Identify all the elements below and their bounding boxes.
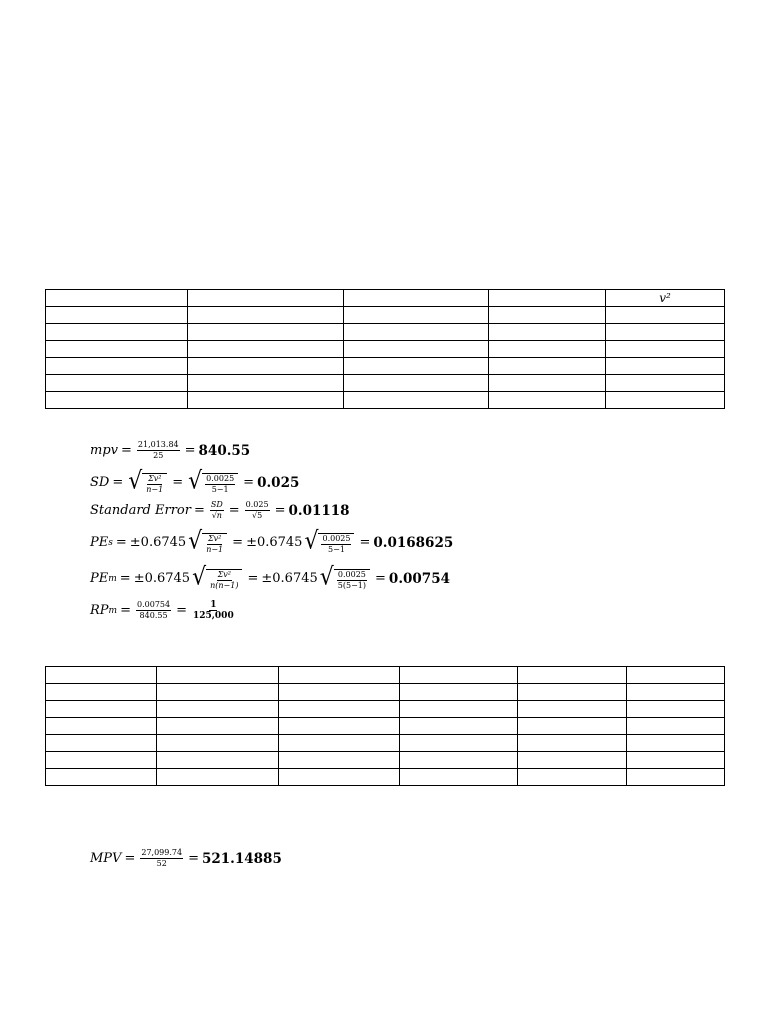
table-cell — [518, 752, 627, 769]
table-cell — [627, 735, 725, 752]
table-cell — [489, 358, 606, 375]
table-row — [46, 324, 725, 341]
table-cell — [46, 684, 157, 701]
table-cell — [157, 667, 279, 684]
table-cell — [489, 290, 606, 307]
table-cell — [606, 324, 725, 341]
eq-result: 840.55 — [198, 442, 251, 459]
measurement-table-1 — [45, 289, 725, 409]
table-cell — [489, 324, 606, 341]
table-cell — [344, 358, 489, 375]
table-cell — [157, 684, 279, 701]
table-cell — [279, 701, 400, 718]
table-cell — [344, 324, 489, 341]
table-cell — [279, 667, 400, 684]
table-row — [46, 307, 725, 324]
table-row — [46, 769, 725, 786]
table-cell — [188, 375, 344, 392]
equation-mpv: mpv = $\frac{21,013.84}{25}$ = 840.55 — [90, 440, 251, 460]
table-cell — [627, 701, 725, 718]
table-cell — [188, 392, 344, 409]
table-cell — [400, 667, 518, 684]
table-cell — [400, 735, 518, 752]
table-cell — [46, 392, 188, 409]
table-cell — [344, 375, 489, 392]
eq-lhs: mpv — [90, 443, 118, 458]
table-cell — [400, 752, 518, 769]
table-cell — [489, 341, 606, 358]
equation-pe-s: PE s = ±0.6745 √ $\frac{\text{Σv²}}{n-1}$ = ±0.6745 √ $\frac{0.0025}{5-1}$ = 0.0168625 — [90, 527, 454, 556]
table-cell — [46, 718, 157, 735]
table-cell — [400, 718, 518, 735]
table-cell — [489, 375, 606, 392]
table-row — [46, 358, 725, 375]
table-cell — [606, 375, 725, 392]
table-cell — [627, 684, 725, 701]
equation-pe-m: PE m = ±0.6745 √ $\frac{\text{Σv²}}{n(n-1)}$ = ±0.6745 √ $\frac{0.0025}{5(5-1)}$ = 0.00754 — [90, 563, 450, 592]
table-cell — [188, 341, 344, 358]
table-cell — [627, 718, 725, 735]
table-cell — [157, 769, 279, 786]
table-cell — [157, 718, 279, 735]
table-cell — [344, 392, 489, 409]
table-cell — [518, 684, 627, 701]
table-cell — [46, 769, 157, 786]
table-row — [46, 375, 725, 392]
table-cell — [344, 341, 489, 358]
equation-sd: SD = √ $\frac{\text{Σv²}}{n-1}$ = √ $\frac{0.0025}{5-1}$ = 0.025 — [90, 467, 300, 496]
table-cell — [400, 769, 518, 786]
table-cell — [157, 701, 279, 718]
table-cell — [46, 752, 157, 769]
table-header-v-squared: v² — [606, 290, 725, 307]
table-cell — [46, 358, 188, 375]
table-cell — [157, 735, 279, 752]
table-cell — [518, 735, 627, 752]
table-cell — [606, 307, 725, 324]
table-cell — [46, 667, 157, 684]
table-cell — [606, 358, 725, 375]
table-cell — [344, 307, 489, 324]
table-cell — [46, 324, 188, 341]
table-cell — [627, 667, 725, 684]
table-cell — [279, 752, 400, 769]
table-cell — [518, 718, 627, 735]
table-cell — [518, 769, 627, 786]
table-cell — [46, 341, 188, 358]
table-cell — [606, 341, 725, 358]
table-cell — [279, 684, 400, 701]
table-cell — [518, 701, 627, 718]
table-row — [46, 735, 725, 752]
table-cell — [46, 290, 188, 307]
table-cell — [627, 769, 725, 786]
equation-MPV: MPV = $\frac{27,099.74}{52}$ = 521.14885 — [90, 848, 282, 868]
table-row — [46, 752, 725, 769]
table-cell — [46, 307, 188, 324]
table-cell — [489, 307, 606, 324]
table-cell — [188, 290, 344, 307]
measurement-table-2 — [45, 666, 725, 786]
table-cell — [188, 307, 344, 324]
table-cell — [46, 735, 157, 752]
table-row — [46, 718, 725, 735]
table-row — [46, 290, 725, 307]
table-cell — [400, 684, 518, 701]
table-cell — [157, 752, 279, 769]
table-cell — [400, 701, 518, 718]
table-cell — [606, 392, 725, 409]
table-row — [46, 341, 725, 358]
table-row — [46, 667, 725, 684]
table-cell — [188, 324, 344, 341]
table-row — [46, 684, 725, 701]
table-cell — [279, 718, 400, 735]
equation-standard-error: Standard Error = $\frac{SD}{√n}$ = $\frac{0.025}{√5}$ = 0.01118 — [90, 500, 350, 520]
table-cell — [518, 667, 627, 684]
table-cell — [46, 375, 188, 392]
table-row — [46, 701, 725, 718]
table-cell — [279, 769, 400, 786]
table-row — [46, 392, 725, 409]
equation-rp-m: RP m = $\frac{0.00754}{840.55}$ = $\frac{1}{125,000}$ — [90, 600, 234, 621]
table-cell — [46, 701, 157, 718]
table-cell — [188, 358, 344, 375]
table-cell — [279, 735, 400, 752]
table-cell — [344, 290, 489, 307]
table-cell — [627, 752, 725, 769]
table-cell — [489, 392, 606, 409]
